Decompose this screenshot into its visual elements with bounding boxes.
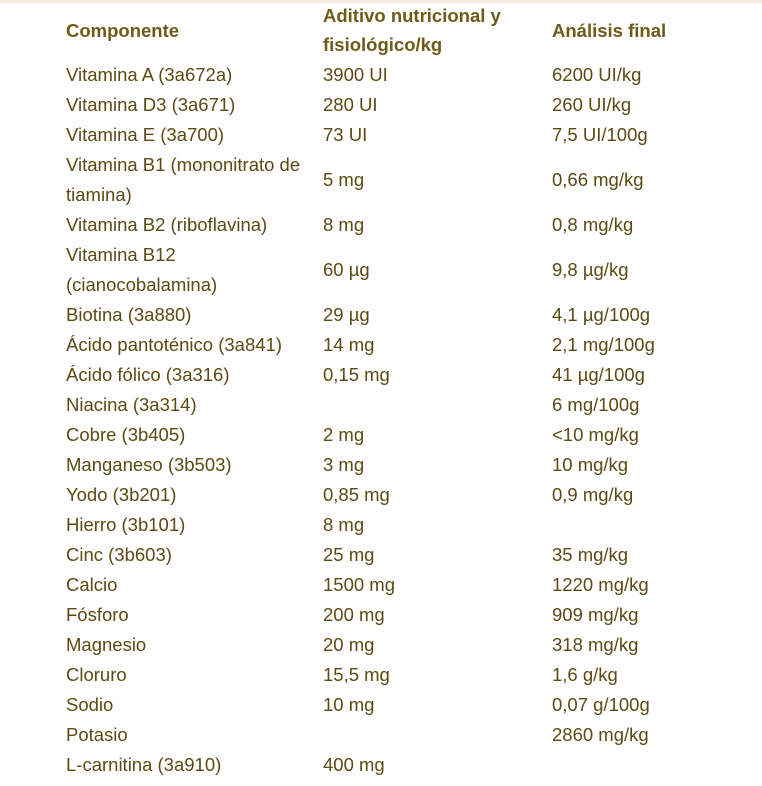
header-row xyxy=(66,0,752,60)
cell-component: Manganeso (3b503) xyxy=(66,454,232,475)
table-row xyxy=(66,60,752,90)
cell-analysis: 2860 mg/kg xyxy=(552,724,649,745)
cell-additive: 3 mg xyxy=(323,454,365,475)
cell-additive xyxy=(323,390,552,420)
table-row xyxy=(66,360,752,390)
cell-component: Ácido pantoténico (3a841) xyxy=(66,334,282,355)
cell-analysis: 260 UI/kg xyxy=(552,94,632,115)
table-row xyxy=(66,420,752,450)
cell-additive: 0,85 mg xyxy=(323,484,390,505)
table-row xyxy=(66,300,752,330)
header-additive: Aditivo nutricional y fisiológico/kg xyxy=(323,5,501,55)
table-row xyxy=(66,390,752,420)
cell-component: Vitamina D3 (3a671) xyxy=(66,94,236,115)
cell-analysis xyxy=(552,750,752,780)
cell-analysis: <10 mg/kg xyxy=(552,424,639,445)
cell-analysis: 318 mg/kg xyxy=(552,634,639,655)
cell-analysis: 41 µg/100g xyxy=(552,364,645,385)
table-row xyxy=(66,720,752,750)
cell-analysis xyxy=(552,510,752,540)
table-row xyxy=(66,210,752,240)
table-row xyxy=(66,600,752,630)
cell-component: Vitamina B1 (mononitrato de tiamina) xyxy=(66,154,301,205)
cell-additive: 10 mg xyxy=(323,694,375,715)
cell-additive: 5 mg xyxy=(323,169,365,190)
table-row xyxy=(66,660,752,690)
cell-component: Cloruro xyxy=(66,664,127,685)
cell-additive: 29 µg xyxy=(323,304,370,325)
table-row xyxy=(66,630,752,660)
header-analysis: Análisis final xyxy=(552,19,667,41)
cell-analysis: 6 mg/100g xyxy=(552,394,640,415)
cell-component: Magnesio xyxy=(66,634,147,655)
table-row xyxy=(66,330,752,360)
cell-additive: 20 mg xyxy=(323,634,375,655)
cell-component: Cobre (3b405) xyxy=(66,424,186,445)
cell-analysis: 6200 UI/kg xyxy=(552,64,642,85)
header-component: Componente xyxy=(66,19,180,41)
cell-component: Biotina (3a880) xyxy=(66,304,192,325)
cell-component: Vitamina E (3a700) xyxy=(66,124,225,145)
table-row xyxy=(66,510,752,540)
cell-additive: 3900 UI xyxy=(323,64,388,85)
cell-analysis: 909 mg/kg xyxy=(552,604,639,625)
table-row xyxy=(66,480,752,510)
cell-analysis: 0,9 mg/kg xyxy=(552,484,634,505)
cell-component: Ácido fólico (3a316) xyxy=(66,364,230,385)
table-row xyxy=(66,240,752,300)
cell-analysis: 0,66 mg/kg xyxy=(552,169,644,190)
table-body xyxy=(66,60,752,780)
table-row xyxy=(66,750,752,780)
cell-analysis: 1220 mg/kg xyxy=(552,574,649,595)
cell-additive: 60 µg xyxy=(323,259,370,280)
cell-component: Yodo (3b201) xyxy=(66,484,177,505)
cell-component: Vitamina B2 (riboflavina) xyxy=(66,214,268,235)
cell-component: Fósforo xyxy=(66,604,129,625)
cell-additive: 200 mg xyxy=(323,604,385,625)
cell-additive: 14 mg xyxy=(323,334,375,355)
cell-analysis: 7,5 UI/100g xyxy=(552,124,648,145)
cell-component: Calcio xyxy=(66,574,118,595)
table-row xyxy=(66,540,752,570)
cell-additive xyxy=(323,720,552,750)
table-row xyxy=(66,690,752,720)
cell-additive: 1500 mg xyxy=(323,574,395,595)
cell-additive: 8 mg xyxy=(323,514,365,535)
cell-component: Sodio xyxy=(66,694,114,715)
table-header xyxy=(66,0,752,60)
cell-component: Vitamina A (3a672a) xyxy=(66,64,233,85)
cell-additive: 2 mg xyxy=(323,424,365,445)
cell-analysis: 35 mg/kg xyxy=(552,544,629,565)
cell-additive: 0,15 mg xyxy=(323,364,390,385)
cell-component: L-carnitina (3a910) xyxy=(66,754,222,775)
cell-analysis: 10 mg/kg xyxy=(552,454,629,475)
cell-analysis: 0,07 g/100g xyxy=(552,694,650,715)
table-row xyxy=(66,450,752,480)
cell-analysis: 9,8 µg/kg xyxy=(552,259,629,280)
table-row xyxy=(66,150,752,210)
cell-component: Cinc (3b603) xyxy=(66,544,172,565)
cell-component: Potasio xyxy=(66,724,128,745)
cell-additive: 280 UI xyxy=(323,94,378,115)
cell-component: Niacina (3a314) xyxy=(66,394,197,415)
cell-additive: 25 mg xyxy=(323,544,375,565)
nutrition-table xyxy=(66,0,752,780)
cell-component: Hierro (3b101) xyxy=(66,514,186,535)
table-row xyxy=(66,90,752,120)
table-row xyxy=(66,120,752,150)
cell-analysis: 2,1 mg/100g xyxy=(552,334,655,355)
cell-additive: 73 UI xyxy=(323,124,368,145)
cell-component: Vitamina B12 (cianocobalamina) xyxy=(66,244,218,295)
cell-analysis: 4,1 µg/100g xyxy=(552,304,651,325)
cell-analysis: 0,8 mg/kg xyxy=(552,214,634,235)
cell-additive: 15,5 mg xyxy=(323,664,390,685)
table-row xyxy=(66,570,752,600)
cell-additive: 8 mg xyxy=(323,214,365,235)
cell-analysis: 1,6 g/kg xyxy=(552,664,618,685)
cell-additive: 400 mg xyxy=(323,754,385,775)
